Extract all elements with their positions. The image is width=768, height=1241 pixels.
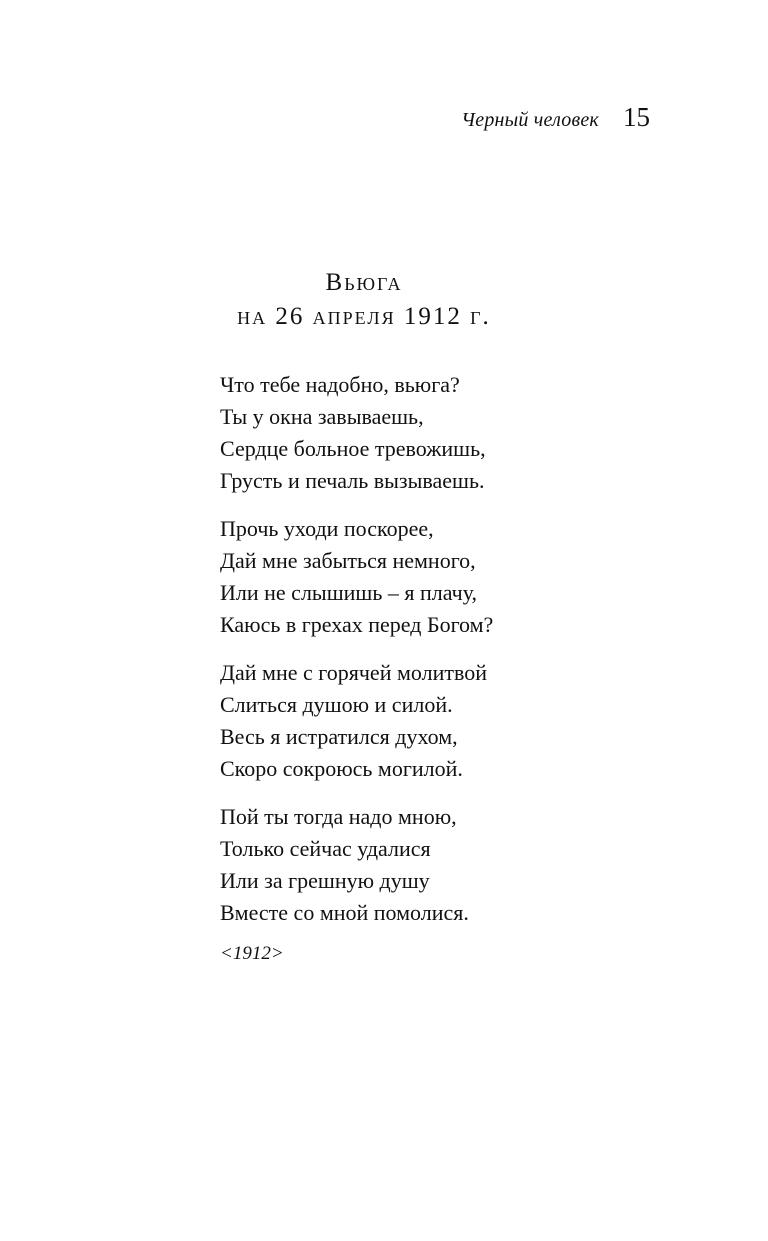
poem-line: Дай мне забыться немного,	[220, 548, 476, 573]
poem-line: Или за грешную душу	[220, 868, 430, 893]
poem-line: Скоро сокроюсь могилой.	[220, 756, 463, 781]
poem-line: Прочь уходи поскорее,	[220, 516, 434, 541]
page-number: 15	[623, 102, 650, 132]
poem-line: Дай мне с горячей молитвой	[220, 660, 487, 685]
stanza-4	[220, 801, 620, 929]
poem-heading	[0, 266, 728, 334]
poem-date: <1912>	[220, 943, 284, 964]
stanza-3	[220, 657, 620, 785]
poem-line: Только сейчас удалися	[220, 836, 431, 861]
poem-title: Вьюга	[325, 269, 403, 296]
poem-line: Слиться душою и силой.	[220, 692, 453, 717]
stanza-1	[220, 369, 620, 497]
poem-line: Сердце больное тревожишь,	[220, 436, 486, 461]
poem-line: Весь я истратился духом,	[220, 724, 458, 749]
stanza-2	[220, 513, 620, 641]
poem-line: Или не слышишь – я плачу,	[220, 580, 478, 605]
running-head	[461, 102, 650, 133]
poem-subtitle: на 26 апреля 1912 г.	[237, 303, 491, 330]
poem-line: Вместе со мной помолися.	[220, 900, 469, 925]
poem-line: Ты у окна завываешь,	[220, 404, 424, 429]
poem-line: Грусть и печаль вызываешь.	[220, 468, 485, 493]
poem-line: Что тебе надобно, вьюга?	[220, 372, 460, 397]
running-head-title: Черный человек	[461, 109, 599, 131]
poem-body	[220, 369, 620, 965]
poem-line: Пой ты тогда надо мною,	[220, 804, 457, 829]
poem-line: Каюсь в грехах перед Богом?	[220, 612, 494, 637]
